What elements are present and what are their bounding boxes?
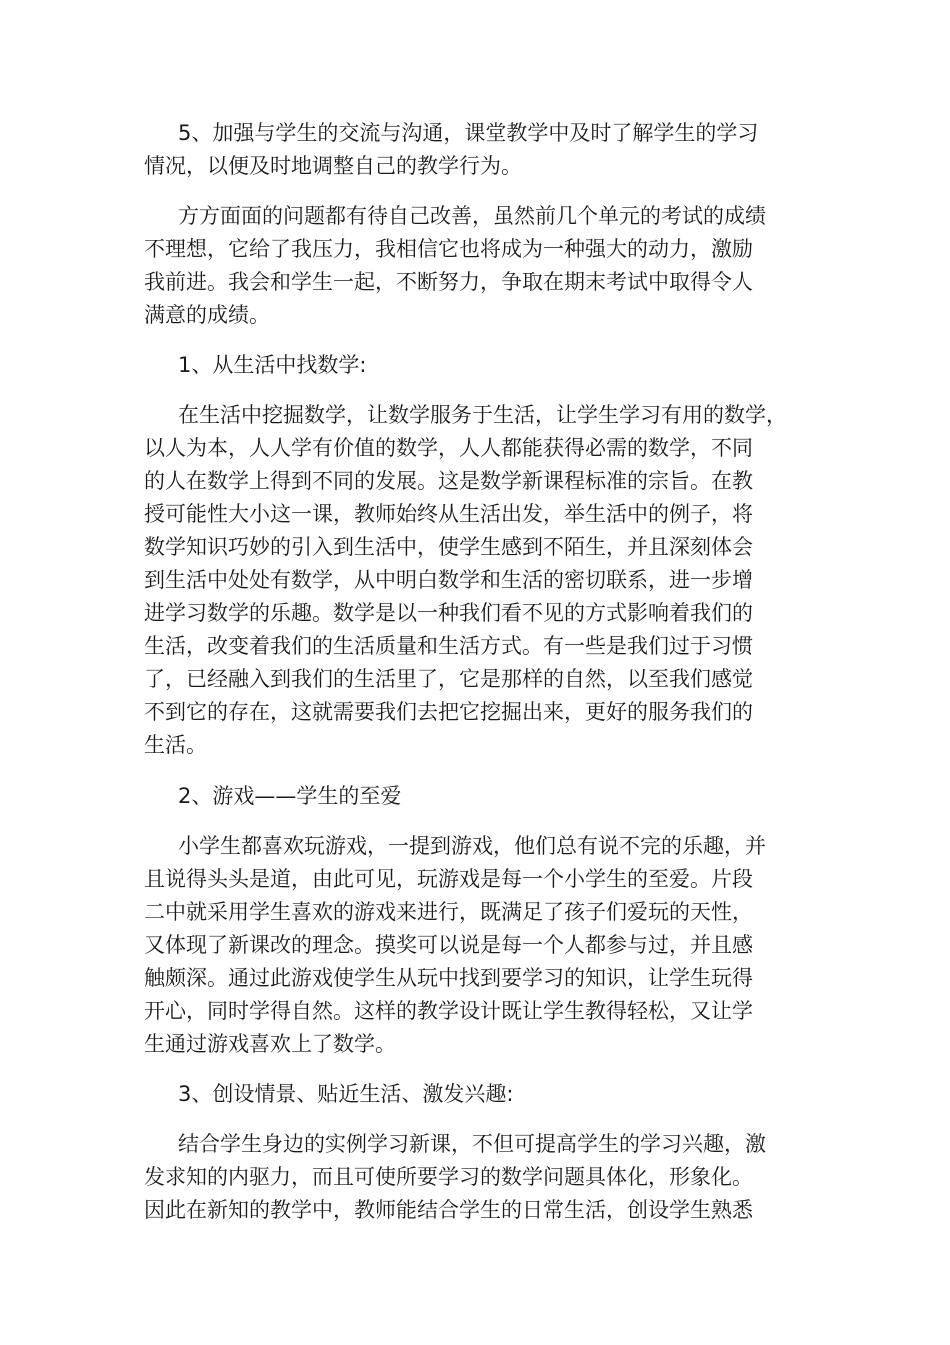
text-line: 结合学生身边的实例学习新课，不但可提高学生的学习兴趣，激 xyxy=(178,1132,766,1156)
text-line: 授可能性大小这一课，教师始终从生活出发，举生活中的例子，将 xyxy=(144,502,753,526)
text-line: 生活。 xyxy=(144,733,207,757)
text-line: 方方面面的问题都有待自己改善，虽然前几个单元的考试的成绩 xyxy=(178,204,766,228)
text-line: 数学知识巧妙的引入到生活中，使学生感到不陌生，并且深刻体会 xyxy=(144,535,753,559)
text-line: 不到它的存在，这就需要我们去把它挖掘出来，更好的服务我们的 xyxy=(144,700,753,724)
text-line: 生活，改变着我们的生活质量和生活方式。有一些是我们过于习惯 xyxy=(144,634,753,658)
text-line: 又体现了新课改的理念。摸奖可以说是每一个人都参与过，并且感 xyxy=(144,933,753,957)
text-line: 5、加强与学生的交流与沟通，课堂教学中及时了解学生的学习 xyxy=(178,121,759,145)
text-line: 了，已经融入到我们的生活里了，它是那样的自然，以至我们感觉 xyxy=(144,667,753,691)
text-line: 到生活中处处有数学，从中明白数学和生活的密切联系，进一步增 xyxy=(144,568,753,592)
text-line: 小学生都喜欢玩游戏，一提到游戏，他们总有说不完的乐趣，并 xyxy=(178,834,766,858)
text-line: 以人为本，人人学有价值的数学，人人都能获得必需的数学，不同 xyxy=(144,436,753,460)
section-heading: 1、从生活中找数学: xyxy=(178,353,367,377)
section-heading: 3、创设情景、贴近生活、激发兴趣: xyxy=(178,1082,514,1106)
text-line: 触颇深。通过此游戏使学生从玩中找到要学习的知识，让学生玩得 xyxy=(144,966,753,990)
text-line: 满意的成绩。 xyxy=(144,303,270,327)
text-line: 进学习数学的乐趣。数学是以一种我们看不见的方式影响着我们的 xyxy=(144,601,753,625)
text-line: 因此在新知的教学中，教师能结合学生的日常生活，创设学生熟悉 xyxy=(144,1198,753,1222)
text-line: 的人在数学上得到不同的发展。这是数学新课程标准的宗旨。在教 xyxy=(144,469,753,493)
text-line: 不理想，它给了我压力，我相信它也将成为一种强大的动力，激励 xyxy=(144,237,753,261)
text-line: 开心，同时学得自然。这样的教学设计既让学生教得轻松，又让学 xyxy=(144,999,753,1023)
section-heading: 2、游戏——学生的至爱 xyxy=(178,784,402,808)
text-line: 且说得头头是道，由此可见，玩游戏是每一个小学生的至爱。片段 xyxy=(144,867,753,891)
text-line: 情况，以便及时地调整自己的教学行为。 xyxy=(144,154,522,178)
text-line: 在生活中挖掘数学，让数学服务于生活，让学生学习有用的数学， xyxy=(178,403,787,427)
text-line: 发求知的内驱力，而且可使所要学习的数学问题具体化，形象化。 xyxy=(144,1165,753,1189)
text-line: 我前进。我会和学生一起，不断努力，争取在期末考试中取得令人 xyxy=(144,270,753,294)
text-line: 生通过游戏喜欢上了数学。 xyxy=(144,1032,396,1056)
text-line: 二中就采用学生喜欢的游戏来进行，既满足了孩子们爱玩的天性， xyxy=(144,900,753,924)
